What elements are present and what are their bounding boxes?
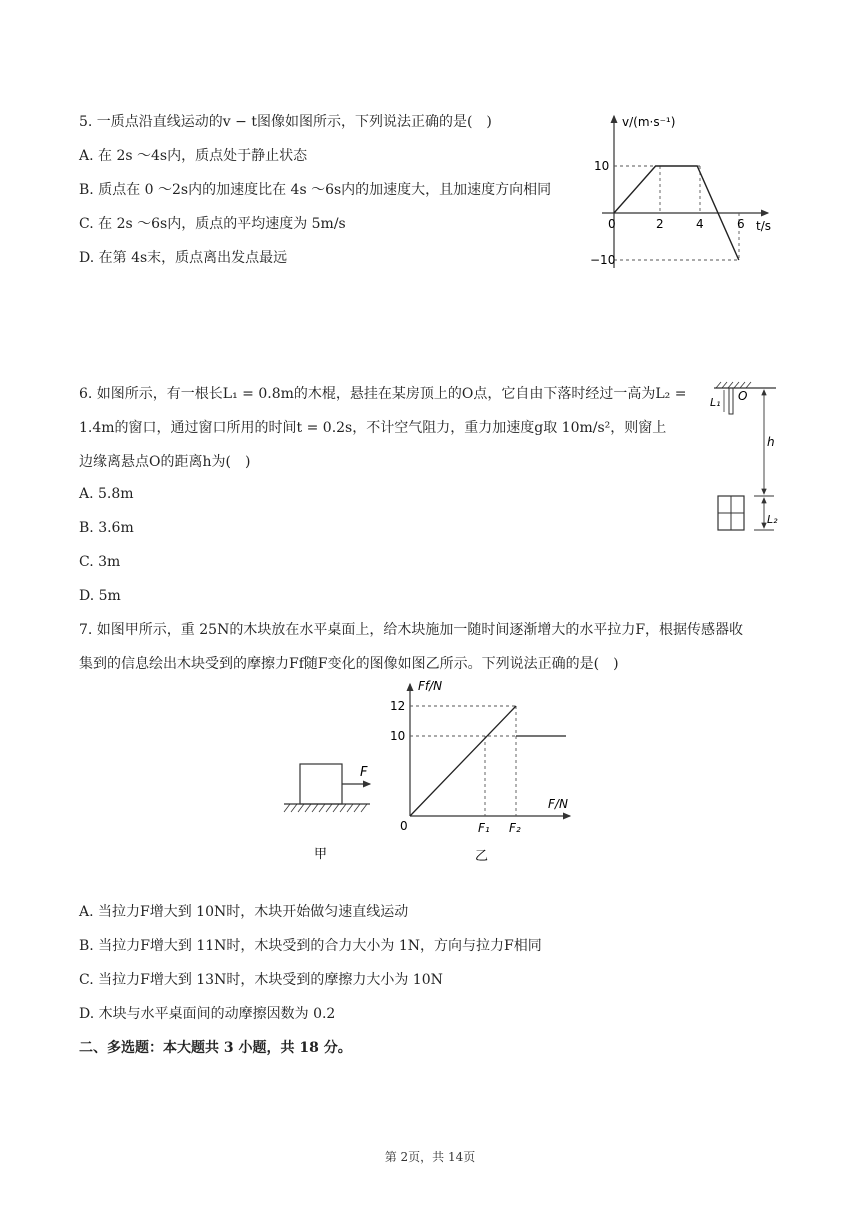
q6-option-a: A. 5.8m: [79, 486, 134, 502]
q5-xtick-6: 6: [737, 217, 745, 231]
q6-stick-window-figure: [700, 378, 790, 538]
q6-line-3: 边缘离悬点O的距离h为( ): [79, 454, 251, 470]
q5-ylabel: v/(m·s⁻¹): [622, 115, 676, 129]
q7-option-d: D. 木块与水平桌面间的动摩擦因数为 0.2: [79, 1006, 336, 1022]
q7-line-1: 7. 如图甲所示，重 25N的木块放在水平桌面上，给木块施加一随时间逐渐增大的水平拉力F，根据传感器收: [79, 622, 744, 638]
q7-line-2: 集到的信息绘出木块受到的摩擦力Ff随F变化的图像如图乙所示。下列说法正确的是( ): [79, 656, 619, 672]
q5-ytick-10: 10: [594, 159, 610, 173]
q7-option-a: A. 当拉力F增大到 10N时，木块开始做匀速直线运动: [79, 904, 409, 920]
q7-rising-line: [410, 706, 516, 816]
q7-origin: 0: [400, 819, 408, 833]
q5-vt-graph: [590, 108, 780, 278]
q6-line-1: 6. 如图所示，有一根长L₁ = 0.8m的木棍，悬挂在某房顶上的O点，它自由下落时经过一高为L₂ =: [79, 386, 687, 402]
q5-xtick-0: 0: [608, 217, 616, 231]
q5-option-a: A. 在 2s ～4s内，质点处于静止状态: [79, 148, 308, 164]
q7-force-label: F: [360, 765, 368, 780]
q6-label-h: h: [767, 435, 775, 449]
q7-caption-yi: 乙: [475, 849, 489, 864]
q7-option-c: C. 当拉力F增大到 13N时，木块受到的摩擦力大小为 10N: [79, 972, 443, 988]
q7-option-b: B. 当拉力F增大到 11N时，木块受到的合力大小为 1N，方向与拉力F相同: [79, 938, 542, 954]
q7-friction-graph: [390, 679, 570, 864]
q5-stem: 5. 一质点沿直线运动的v − t图像如图所示，下列说法正确的是( ): [79, 114, 492, 130]
q5-ytick-neg10: −10: [590, 253, 616, 267]
q7-ylabel: Ff/N: [418, 679, 443, 693]
q7-xtick-f2: F₂: [509, 821, 521, 835]
q6-line-2: 1.4m的窗口，通过窗口所用的时间t = 0.2s，不计空气阻力，重力加速度g取 10m/s²，则窗上: [79, 420, 667, 436]
q7-ytick-12: 12: [390, 699, 406, 713]
q6-label-l1: L₁: [710, 396, 721, 409]
q5-option-c: C. 在 2s ～6s内，质点的平均速度为 5m/s: [79, 216, 346, 232]
wood-block: [300, 764, 342, 804]
q7-xtick-f1: F₁: [478, 821, 490, 835]
q5-xtick-4: 4: [696, 217, 704, 231]
q5-xtick-2: 2: [656, 217, 664, 231]
q6-label-o: O: [738, 389, 748, 403]
q6-option-d: D. 5m: [79, 588, 121, 604]
section-heading-multi-choice: 二、多选题：本大题共 3 小题，共 18 分。: [79, 1040, 352, 1056]
q7-figure: [270, 676, 590, 866]
q7-ytick-10: 10: [390, 729, 406, 743]
page-footer: 第 2页，共 14页: [384, 1150, 476, 1164]
q5-option-b: B. 质点在 0 ～2s内的加速度比在 4s ～6s内的加速度大，且加速度方向相同: [79, 182, 552, 198]
q7-xlabel: F/N: [548, 797, 568, 811]
q7-block-figure: [284, 764, 370, 862]
stick: [729, 388, 733, 414]
q7-caption-jia: 甲: [314, 847, 328, 862]
q6-label-l2: L₂: [767, 513, 778, 526]
q6-option-c: C. 3m: [79, 554, 121, 570]
q5-xlabel: t/s: [756, 219, 771, 233]
q6-option-b: B. 3.6m: [79, 520, 134, 536]
q5-option-d: D. 在第 4s末，质点离出发点最远: [79, 250, 288, 266]
